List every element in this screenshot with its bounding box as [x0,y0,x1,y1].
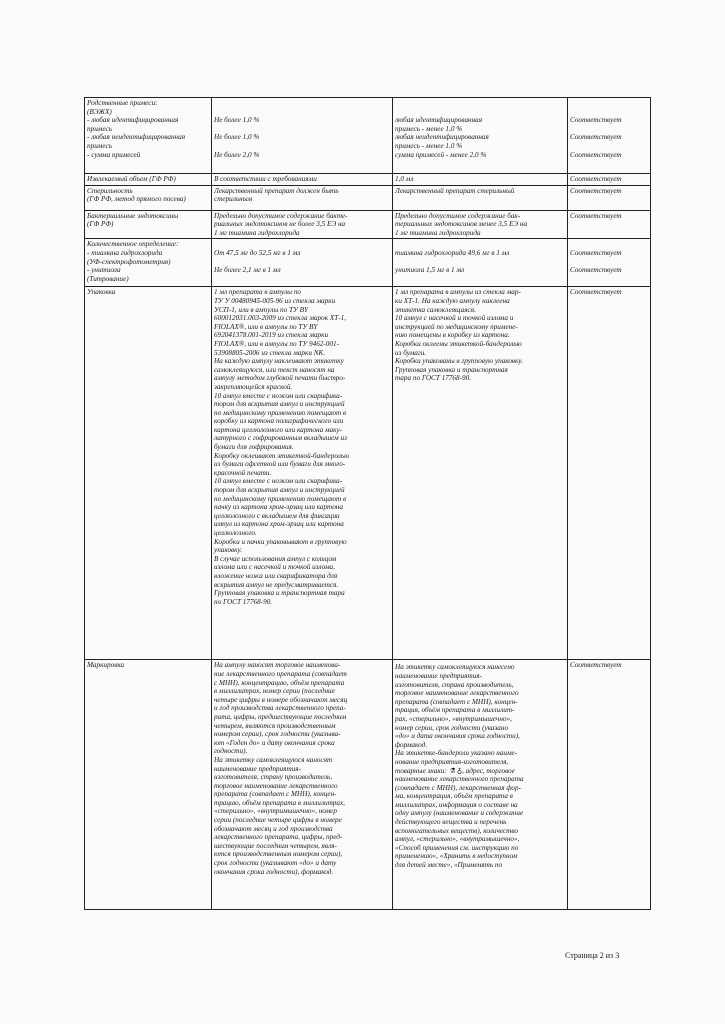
cell-text-line: Не более 1,0 % [214,133,260,142]
cell-text-line: Маркировка [87,661,125,670]
cell-text-line: по медицинскому применению помещают в [214,494,347,503]
cell-text-line: Соответствует [570,661,622,670]
cell-text-line: торговое наименование лекарственного [395,689,519,698]
cell-text-line: 600012031.003-2009 из стекла марок ХТ-1, [214,314,347,323]
cell-text-line: Групповая упаковка и транспортная [395,365,508,374]
cell-text-line: картона целлюлозного или картона маку- [214,425,343,434]
cell-text-line: Лекарственный препарат должен быть [214,186,339,195]
cell-text-line: изготовителя, страна производитель, [395,680,514,689]
cell-endotoxins-result [393,210,568,239]
cell-text-line: риальных эндотоксинов не более 3,5 ЕЭ на [214,220,346,229]
cell-text-line: Родственные примеси: [87,99,158,107]
cell-text-line: Не более 2,1 мг в 1 мл [214,266,281,275]
cell-text-line: 1,0 мл [395,175,414,183]
cell-text-line: Групповая упаковка и транспортная тара [214,589,345,598]
cell-text-line: годности). [214,747,248,756]
cell-text-line: с МНН), концентрацию, объём препарата [214,678,345,687]
cell-text-line: В случае использования ампул с кольцом [214,554,337,563]
cell-text-line: излома или с насечкой и точкой излома, [214,563,335,572]
cell-text-line: Соответствует [570,175,622,183]
cell-text-line: стерильным [214,195,253,204]
cell-text-line: Лекарственный препарат стерильный [395,186,515,195]
cell-text-line: четыре цифры в номере обозначают месяц [214,695,348,704]
cell-endotoxins-indicator [85,210,212,239]
cell-text-line: Коробку оклеивают этикеткой-бандеролью [214,451,350,460]
table-row-impurities [85,98,651,174]
cell-text-line: красочной печати. [214,468,272,477]
table-row-endotoxins [85,210,651,239]
cell-text-line: Соответствует [570,116,622,125]
cell-text-line: FIOLAX®, или в ампулы по ТУ 9462-001- [214,339,339,348]
cell-text-line: наименование предприятия- [214,764,301,773]
cell-text-line: препарата (совпадает с МНН), концен- [214,790,337,799]
cell-text-line: серии (последние четыре цифры в номере [214,816,342,825]
cell-text-line: вскрытия ампул не предусматривается. [214,580,339,589]
cell-text-line: ют «Годен до» и дату окончания срока [214,738,335,747]
cell-text-line: ются производственным номером серии), [214,850,343,859]
cell-text-line: рата, цифры, предшествующие последним [214,712,347,721]
cell-text-line: действующего вещества и перечень [395,818,507,827]
cell-text-line: одну ампулу (наименование и содержание [395,809,524,818]
cell-text-line: 10 ампул с насечкой и точкой излома и [395,314,514,323]
cell-packaging-requirement [212,287,393,660]
cell-text-line: ампул из картона хром-эрзац или картона [214,520,344,529]
cell-text-line: Количественное определение: [87,240,179,249]
cell-text-line: латурного с гофрированным вкладышем из [214,434,347,443]
cell-text-line: целлюлозного с вкладышем для фиксации [214,511,340,520]
cell-sterility-indicator [85,185,212,210]
cell-packaging-indicator [85,287,212,660]
cell-text-line: 1 мл препарата в ампулы по [214,288,302,297]
cell-assay-indicator [85,239,212,287]
cell-text-line: по ГОСТ 17768-90. [214,597,273,606]
cell-text-line: «до» и дата окончания срока годности), [395,732,520,741]
cell-text-line: 53908805-2006 из стекла марки NK. [214,348,326,357]
cell-text-line: бумаги для гофрирования. [214,443,294,452]
table-row-assay [85,239,651,287]
cell-assay-conformity [568,239,651,287]
cell-extractable-volume-conformity [568,174,651,186]
cell-extractable-volume-requirement [212,174,393,186]
cell-text-line: ние лекарственного препарата (совпадает [214,669,347,678]
cell-text-line: нование предприятия-изготовителя, [395,757,509,766]
cell-text-line: обозначают месяц и год производства [214,824,333,833]
cell-text-line: примесь [87,141,112,150]
cell-text-line: 1 мг тиамина гидрохлорида [395,228,481,237]
cell-text-line: От 47,5 мг до 52,5 мг в 1 мл [214,248,301,257]
cell-text-line: изготовителя, страну производитель, [214,773,333,782]
cell-impurities-conformity [568,98,651,174]
cell-text-line: (ГФ РФ, метод прямого посева) [87,195,186,204]
cell-text-line: - сумма примесей [87,150,141,159]
cell-text-line: ма, концентрация, объём препарата в [395,792,513,801]
cell-text-line: наименование предприятия- [395,671,482,680]
cell-text-line: Стерильность [87,186,133,195]
cell-assay-requirement [212,239,393,287]
cell-text-line: инструкцией по медицинскому примене- [395,322,518,331]
cell-text-line: применению», «Хранить в недоступном [395,852,518,861]
cell-marking-indicator [85,660,212,910]
cell-text-line: срок годности (указывают «до» и дату [214,859,337,868]
cell-text-line: тором для вскрытия ампул и инструкцией [214,400,345,409]
cell-text-line: Упаковка [87,288,116,297]
cell-text-line: Предельно допустимое содержание бакте- [214,211,348,220]
cell-text-line: Не более 1,0 % [214,116,260,125]
cell-text-line: в миллилитрах, номер серии (последние [214,687,335,696]
cell-text-line: 692041378.001-2019 из стекла марки [214,331,329,340]
cell-text-line: примесь - менее 1,0 % [395,124,463,133]
cell-text-line: тара по ГОСТ 17768-90. [395,374,471,383]
cell-text-line: - тиамина гидрохлорида [87,248,163,257]
cell-text-line: из бумаги офсетной или бумаги для много- [214,460,346,469]
cell-text-line: Предельно допустимое содержание бак- [395,211,521,220]
cell-text-line: торговое наименование лекарственного [214,781,338,790]
cell-text-line: тором для вскрытия ампул и инструкцией [214,486,345,495]
cell-text-line: этикетка самоклеящаяся. [395,305,476,314]
cell-text-line: Соответствует [570,150,622,159]
cell-text-line: самоклеящуюся, или текст наносят на [214,365,335,374]
cell-text-line: препарата (совпадает с МНН), концен- [395,697,518,706]
cell-text-line: Соответствует [570,133,622,142]
cell-endotoxins-conformity [568,210,651,239]
cell-text-line: УСП-1, или в ампулы по ТУ BY [214,305,309,314]
cell-marking-requirement [212,660,393,910]
cell-text-line: - унитиола [87,266,121,275]
cell-text-line: унитиола 1,5 мг в 1 мл [395,266,465,275]
cell-text-line: На ампулу наносят торговое наименова- [214,661,341,670]
cell-text-line: целлюлозного. [214,529,257,537]
cell-text-line: «стерильно», «внутримышечно», номер [214,807,337,816]
cell-text-line: миллилитрах, информация о составе на [395,800,518,809]
cell-impurities-indicator [85,98,212,174]
cell-text-line: Соответствует [570,211,622,220]
cell-text-line: (УФ-спектрофотометрия) [87,257,171,266]
cell-extractable-volume-result [393,174,568,186]
cell-endotoxins-requirement [212,210,393,239]
cell-text-line: FIOLAX®, или в ампулы по ТУ BY [214,322,318,331]
cell-text-line: для детей месте», «Применять по [395,861,503,870]
cell-text-line: примесь - менее 1,0 % [395,141,463,150]
cell-text-line: Коробки оклеены этикеткой-бандеролью [395,339,522,348]
cell-text-line: Коробки упакованы в групповую упаковку. [395,357,523,366]
cell-text-line: (ВЭЖХ) [87,107,112,116]
cell-text-line: закрепляющейся краской. [214,382,293,391]
cell-text-line: товарные знаки: ⚗ ♁, адрес, торговое [395,766,515,775]
cell-text-line: На этикетку самоклеящуюся нанесено [395,663,515,672]
cell-impurities-result [393,98,568,174]
cell-text-line: коробку из картона полиграфического или [214,417,344,426]
cell-text-line: формакод. [395,740,428,749]
cell-text-line: (ГФ РФ) [87,220,114,229]
cell-extractable-volume-indicator [85,174,212,186]
cell-sterility-result [393,185,568,210]
cell-text-line: Извлекаемый объем (ГФ РФ) [87,175,176,183]
cell-text-line: любая неидентифицированная [395,133,489,142]
cell-text-line: трацию, объём препарата в миллилитрах, [214,798,345,807]
cell-text-line: ТУ У 00480945-005-96 из стекла марки [214,296,336,305]
cell-text-line: «Способ применения см. инструкцию по [395,843,519,852]
cell-text-line: нию помещены в коробку из картона. [395,331,510,340]
cell-text-line: - любая неидентифицированная [87,133,186,142]
cell-text-line: териальных эндотоксинов менее 3,5 ЕЭ на [395,220,528,229]
cell-text-line: На этикетку самоклеящуюся наносят [214,755,333,764]
cell-text-line: На этикетке-бандероли указано наиме- [395,749,518,758]
cell-text-line: из бумаги. [395,348,427,357]
cell-marking-conformity [568,660,651,910]
cell-assay-result [393,239,568,287]
cell-text-line: и год производства лекарственного препа- [214,704,346,713]
cell-packaging-result [393,287,568,660]
cell-text-line: сумма примесей - менее 2,0 % [395,150,487,159]
table-row-packaging [85,287,651,660]
cell-text-line: ки ХТ-1. На каждую ампулу наклеена [395,296,510,305]
cell-text-line: Соответствует [570,186,622,195]
cell-text-line: по медицинскому применению помещают в [214,408,347,417]
cell-text-line: 1 мл препарата в ампулы из стекла мар- [395,288,521,297]
cell-text-line: (Титрование) [87,274,129,283]
cell-text-line: любая идентифицированная [395,116,483,125]
cell-text-line: четырем, являются производственным [214,721,336,730]
cell-text-line: номер серии, срок годности (указано [395,723,509,732]
cell-text-line: лекарственного препарата, цифры, пред- [214,833,343,842]
cell-text-line: пачку из картона хром-эрзац или картона [214,503,343,512]
table-row-sterility [85,185,651,210]
cell-sterility-requirement [212,185,393,210]
cell-text-line: наименование лекарственного препарата [395,775,524,784]
cell-text-line: Не более 2,0 % [214,150,260,159]
cell-text-line: примесь [87,124,112,133]
cell-text-line: 10 ампул вместе с ножом или скарифика- [214,391,343,400]
cell-text-line: ампулу методом глубокой печати быстро- [214,374,346,383]
cell-text-line: 10 ампул вместе с ножом или скарифика- [214,477,343,486]
cell-impurities-requirement [212,98,393,174]
specification-table [84,97,651,910]
cell-text-line: В соответствии с требованиями [214,175,317,183]
table-row-marking [85,660,651,910]
cell-marking-result [393,660,568,910]
cell-text-line: Соответствует [570,248,622,257]
cell-text-line: Коробки и пачки упаковывают в групповую [214,537,347,546]
page-number: Страница 2 из 3 [565,951,620,960]
cell-text-line: - любая идентифицированная [87,116,179,125]
cell-text-line: На каждую ампулу наклеивают этикетку [214,357,344,366]
cell-text-line: тиамина гидрохлорида 49,6 мг в 1 мл [395,248,510,257]
cell-text-line: упаковку. [214,546,243,555]
cell-text-line: трация, объём препарата в миллилит- [395,706,515,715]
cell-text-line: шествующие последним четырем, явля- [214,841,337,850]
cell-packaging-conformity [568,287,651,660]
cell-text-line: 1 мг тиамина гидрохлорида [214,228,300,237]
cell-text-line: (совпадает с МНН), лекарственная фор- [395,783,521,792]
table-row-extractable-volume [85,174,651,186]
cell-text-line: Бактериальные эндотоксины [87,211,179,220]
cell-text-line: окончания срока годности), формакод. [214,867,334,876]
cell-text-line: Соответствует [570,266,622,275]
cell-text-line: ампул, «стерильно», «внутримышечно», [395,835,520,844]
cell-text-line: номером серии), срок годности (указыва- [214,730,341,739]
cell-text-line: Соответствует [570,288,622,297]
cell-sterility-conformity [568,185,651,210]
cell-text-line: рах, «стерильно», «внутримышечно», [395,714,512,723]
cell-text-line: вспомогательных веществ), количество [395,826,518,835]
cell-text-line: вложение ножа или скарификатора для [214,571,338,580]
